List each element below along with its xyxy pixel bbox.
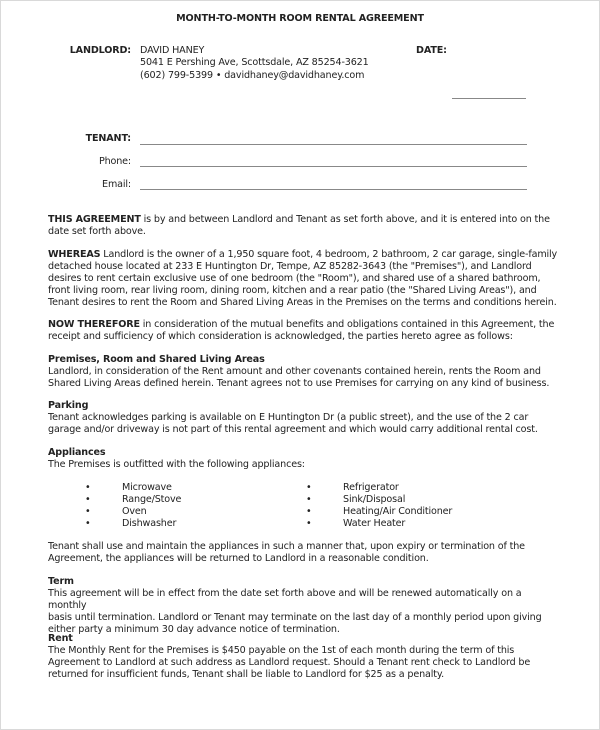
paragraph-line: Tenant acknowledges parking is available on E Huntington Dr (a public street), and the use of the 2 car bbox=[48, 412, 529, 423]
appliances-heading: Appliances bbox=[48, 447, 106, 458]
rent-section bbox=[48, 633, 558, 681]
appliance-item: Oven bbox=[122, 506, 147, 517]
paragraph-line: Landlord, in consideration of the Rent amount and other covenants contained herein, rents the Room and bbox=[48, 366, 541, 377]
landlord-name: DAVID HANEY bbox=[140, 45, 205, 56]
premises-heading: Premises, Room and Shared Living Areas bbox=[48, 354, 265, 365]
appliance-item: Heating/Air Conditioner bbox=[343, 506, 453, 517]
paragraph-line: Tenant shall use and maintain the appliances in such a manner that, upon expiry or termination of the bbox=[48, 541, 525, 552]
paragraph-line: Tenant desires to rent the Room and Shared Living Areas in the Premises on the terms and conditions herein. bbox=[48, 297, 557, 308]
email-label: Email: bbox=[102, 179, 131, 190]
paragraph-line: returned for insufficient funds, Tenant shall be liable to Landlord for $25 as a penalty. bbox=[48, 669, 444, 680]
document-title: MONTH-TO-MONTH ROOM RENTAL AGREEMENT bbox=[176, 13, 424, 24]
paragraph-line: is by and between Landlord and Tenant as set forth above, and it is entered into on the bbox=[140, 214, 550, 225]
paragraph-line: garage and/or driveway is not part of this rental agreement and which would carry additional rental cost. bbox=[48, 424, 538, 435]
tenant-field[interactable] bbox=[140, 144, 527, 145]
appliance-item: Dishwasher bbox=[122, 518, 177, 529]
appliances-maintenance-paragraph bbox=[48, 541, 558, 565]
appliances-section bbox=[48, 447, 558, 471]
paragraph-line: Landlord is the owner of a 1,950 square foot, 4 bedroom, 2 bathroom, 2 car garage, single-family bbox=[100, 249, 558, 260]
bullet-icon: • bbox=[85, 506, 91, 517]
paragraph-line: either party a minimum 30 day advance notice of termination. bbox=[48, 624, 340, 635]
now-therefore-lead: NOW THEREFORE bbox=[48, 319, 140, 330]
paragraph-line: This agreement will be in effect from the date set forth above and will be renewed automatically on a monthly bbox=[48, 588, 522, 611]
term-heading: Term bbox=[48, 576, 74, 587]
landlord-address: 5041 E Pershing Ave, Scottsdale, AZ 85254-3621 bbox=[140, 57, 369, 69]
phone-field[interactable] bbox=[140, 166, 527, 167]
bullet-icon: • bbox=[306, 482, 312, 493]
paragraph-line: in consideration of the mutual benefits and obligations contained in this Agreement, the bbox=[139, 319, 555, 330]
appliance-item: Sink/Disposal bbox=[343, 494, 406, 505]
paragraph-line: desires to rent certain exclusive use of one bedroom (the "Room"), and shared use of a shared bathroom, bbox=[48, 273, 541, 284]
term-section bbox=[48, 576, 558, 636]
date-field[interactable] bbox=[452, 98, 526, 99]
paragraph-line: Agreement to Landlord at such address as Landlord request. Should a Tenant rent check to Landlord be bbox=[48, 657, 531, 668]
bullet-icon: • bbox=[306, 518, 312, 529]
paragraph-line: Shared Living Areas defined herein. Tenant agrees not to use Premises for carrying on any kind of business. bbox=[48, 378, 550, 389]
premises-section bbox=[48, 354, 558, 390]
paragraph-line: front living room, rear living room, dining room, kitchen and a rear patio (the "Shared Living Areas"), and bbox=[48, 285, 537, 296]
whereas-paragraph bbox=[48, 249, 558, 309]
bullet-icon: • bbox=[85, 494, 91, 505]
email-field[interactable] bbox=[140, 189, 527, 190]
paragraph-line: receipt and sufficiency of which consideration is acknowledged, the parties hereto agree as follows: bbox=[48, 331, 513, 342]
parking-section bbox=[48, 400, 558, 436]
paragraph-line: Agreement, the appliances will be returned to Landlord in a reasonable condition. bbox=[48, 553, 429, 564]
phone-label: Phone: bbox=[98, 156, 131, 167]
appliance-item: Water Heater bbox=[343, 518, 406, 529]
tenant-label: TENANT: bbox=[85, 133, 131, 144]
this-agreement-paragraph bbox=[48, 214, 558, 238]
bullet-icon: • bbox=[306, 506, 312, 517]
bullet-icon: • bbox=[306, 494, 312, 505]
appliance-item: Range/Stove bbox=[122, 494, 182, 505]
whereas-lead: WHEREAS bbox=[48, 249, 101, 260]
paragraph-line: basis until termination. Landlord or Tenant may terminate on the last day of a monthly period upon giving bbox=[48, 612, 542, 623]
landlord-info bbox=[140, 45, 369, 82]
this-agreement-lead: THIS AGREEMENT bbox=[48, 214, 141, 225]
rent-heading: Rent bbox=[48, 633, 73, 644]
paragraph-line: The Monthly Rent for the Premises is $450 payable on the 1st of each month during the term of this bbox=[48, 645, 515, 656]
paragraph-line: detached house located at 233 E Huntington Dr, Tempe, AZ 85282-3643 (the "Premises"), and Landlord bbox=[48, 261, 532, 272]
now-therefore-paragraph bbox=[48, 319, 558, 343]
date-label: DATE: bbox=[416, 45, 447, 56]
paragraph-line: date set forth above. bbox=[48, 226, 146, 237]
bullet-icon: • bbox=[85, 482, 91, 493]
bullet-icon: • bbox=[85, 518, 91, 529]
appliances-intro: The Premises is outfitted with the following appliances: bbox=[48, 459, 305, 470]
landlord-label: LANDLORD: bbox=[69, 45, 131, 56]
landlord-contact: (602) 799-5399 • davidhaney@davidhaney.com bbox=[140, 69, 365, 81]
appliance-item: Refrigerator bbox=[343, 482, 399, 493]
parking-heading: Parking bbox=[48, 400, 89, 411]
appliance-item: Microwave bbox=[122, 482, 172, 493]
